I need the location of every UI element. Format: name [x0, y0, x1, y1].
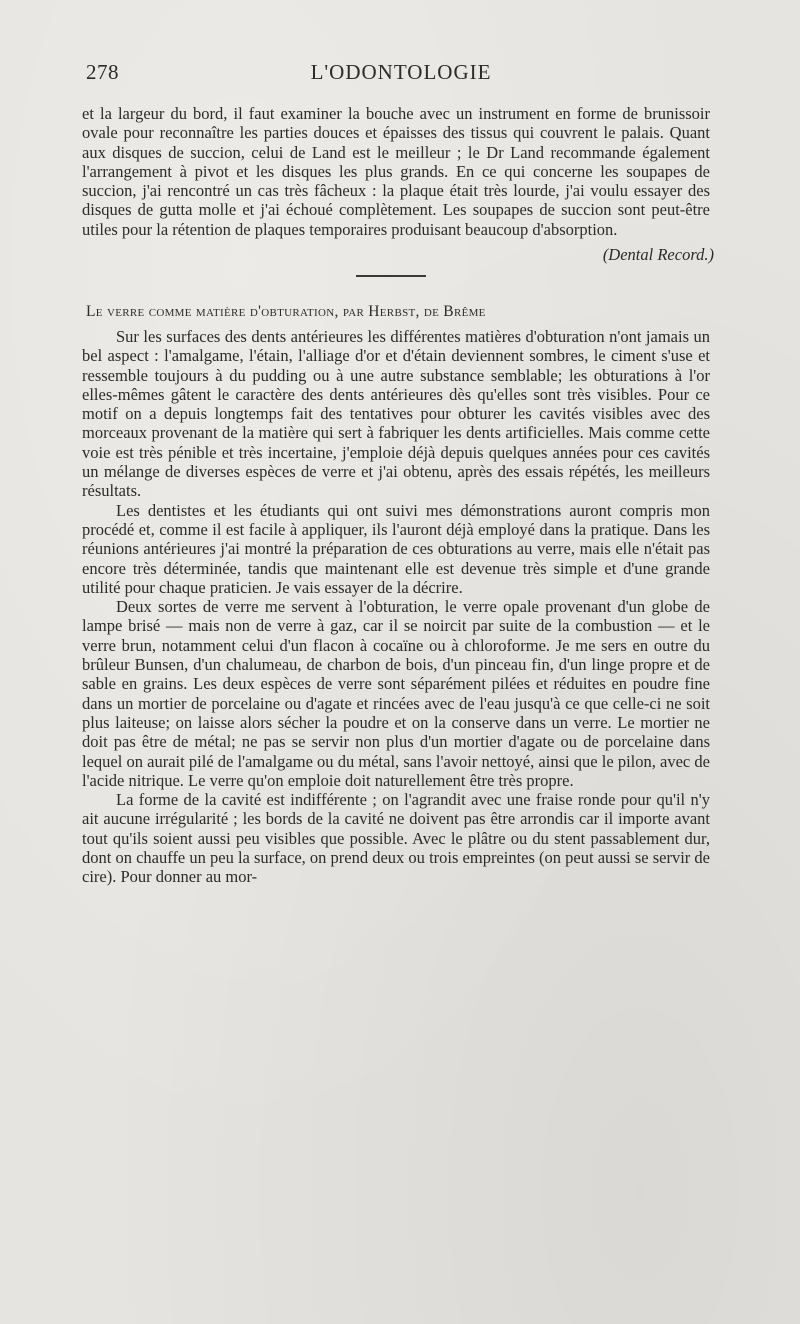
journal-title: L'ODONTOLOGIE — [310, 60, 492, 84]
page-number: 278 — [86, 60, 119, 84]
continued-paragraph: et la largeur du bord, il faut examiner la bouche avec un instrument en forme de brunissoir ovale pour reconnaître les parties douces et épaisses des tissus qui couvrent le palais. Quant aux disques de succion, celui de Land est le meilleur ; le Dr Land recommande également l'arrangement à pivot et les disques les plus grands. En ce qui concerne les soupapes de succion, j'ai rencontré un cas très fâcheux : la plaque était très lourde, j'ai voulu essayer des disques de gutta molle et j'ai échoué complètement. Les soupapes de succion sont peut-être utiles pour la rétention de plaques temporaires produisant beaucoup d'absorption. — [82, 104, 710, 239]
continued-text — [82, 104, 710, 239]
article-heading: Le verre comme matière d'obturation, par Herbst, de Brême — [86, 303, 486, 320]
article-body — [82, 327, 710, 887]
article-paragraph-1: Sur les surfaces des dents antérieures les différentes matières d'obturation n'ont jamais un bel aspect : l'amalgame, l'étain, l'alliage d'or et d'étain deviennent sombres, le ciment s'use et ressemble toujours à du pudding ou à une autre substance semblable; les obturations à l'or elles-mêmes gâtent le caractère des dents antérieures dès qu'elles sont très visibles. Pour ce motif on a depuis longtemps fait des tentatives pour obturer les cavités visibles avec des morceaux provenant de la matière qui sert à fabriquer les dents artificielles. Mais comme cette voie est très pénible et très incertaine, j'emploie déjà depuis quelques années pour ces cavités un mélange de diverses espèces de verre et j'ai obtenu, après des essais répétés, les meilleurs résultats. — [82, 327, 710, 501]
section-separator-rule — [356, 275, 426, 277]
source-citation: (Dental Record.) — [602, 245, 714, 264]
article-paragraph-4: La forme de la cavité est indifférente ; on l'agrandit avec une fraise ronde pour qu'il n'y ait aucune irrégularité ; les bords de la cavité ne doivent pas être arrondis car il importe avant tout qu'ils soient aussi peu visibles que possible. Avec le plâtre ou du stent passablement dur, dont on chauffe un peu la surface, on prend deux ou trois empreintes (on peut aussi se servir de cire). Pour donner au mor- — [82, 790, 710, 887]
article-paragraph-2: Les dentistes et les étudiants qui ont suivi mes démonstrations auront compris mon procédé et, comme il est facile à appliquer, ils l'auront déjà employé dans la pratique. Dans les réunions antérieures j'ai montré la préparation de ces obturations au verre, mais elle n'était pas encore très déterminée, tandis que maintenant elle est devenue très simple et d'une grande utilité pour chaque praticien. Je vais essayer de la décrire. — [82, 500, 710, 597]
running-head — [86, 60, 716, 90]
article-paragraph-3: Deux sortes de verre me servent à l'obturation, le verre opale provenant d'un globe de lampe brisé — mais non de verre à gaz, car il se noircit par suite de la combustion — et le verre brun, notamment celui d'un flacon à cocaïne ou à chloroforme. Je me sers en outre du brûleur Bunsen, d'un chalumeau, de charbon de bois, d'un pinceau fin, d'un linge propre et de sable en grains. Les deux espèces de verre sont séparément pilées et réduites en poudre fine dans un mortier de porcelaine ou d'agate et rincées avec de l'eau jusqu'à ce que celle-ci ne soit plus laiteuse; on laisse alors sécher la poudre et on la conserve dans un verre. Le mortier ne doit pas être de métal; ne pas se servir non plus d'un mortier d'agate ou de porcelaine dans lequel on aurait pilé de l'amalgame ou du métal, sans l'avoir nettoyé, ainsi que le pilon, avec de l'acide nitrique. Le verre qu'on emploie doit naturellement être très propre. — [82, 597, 710, 790]
